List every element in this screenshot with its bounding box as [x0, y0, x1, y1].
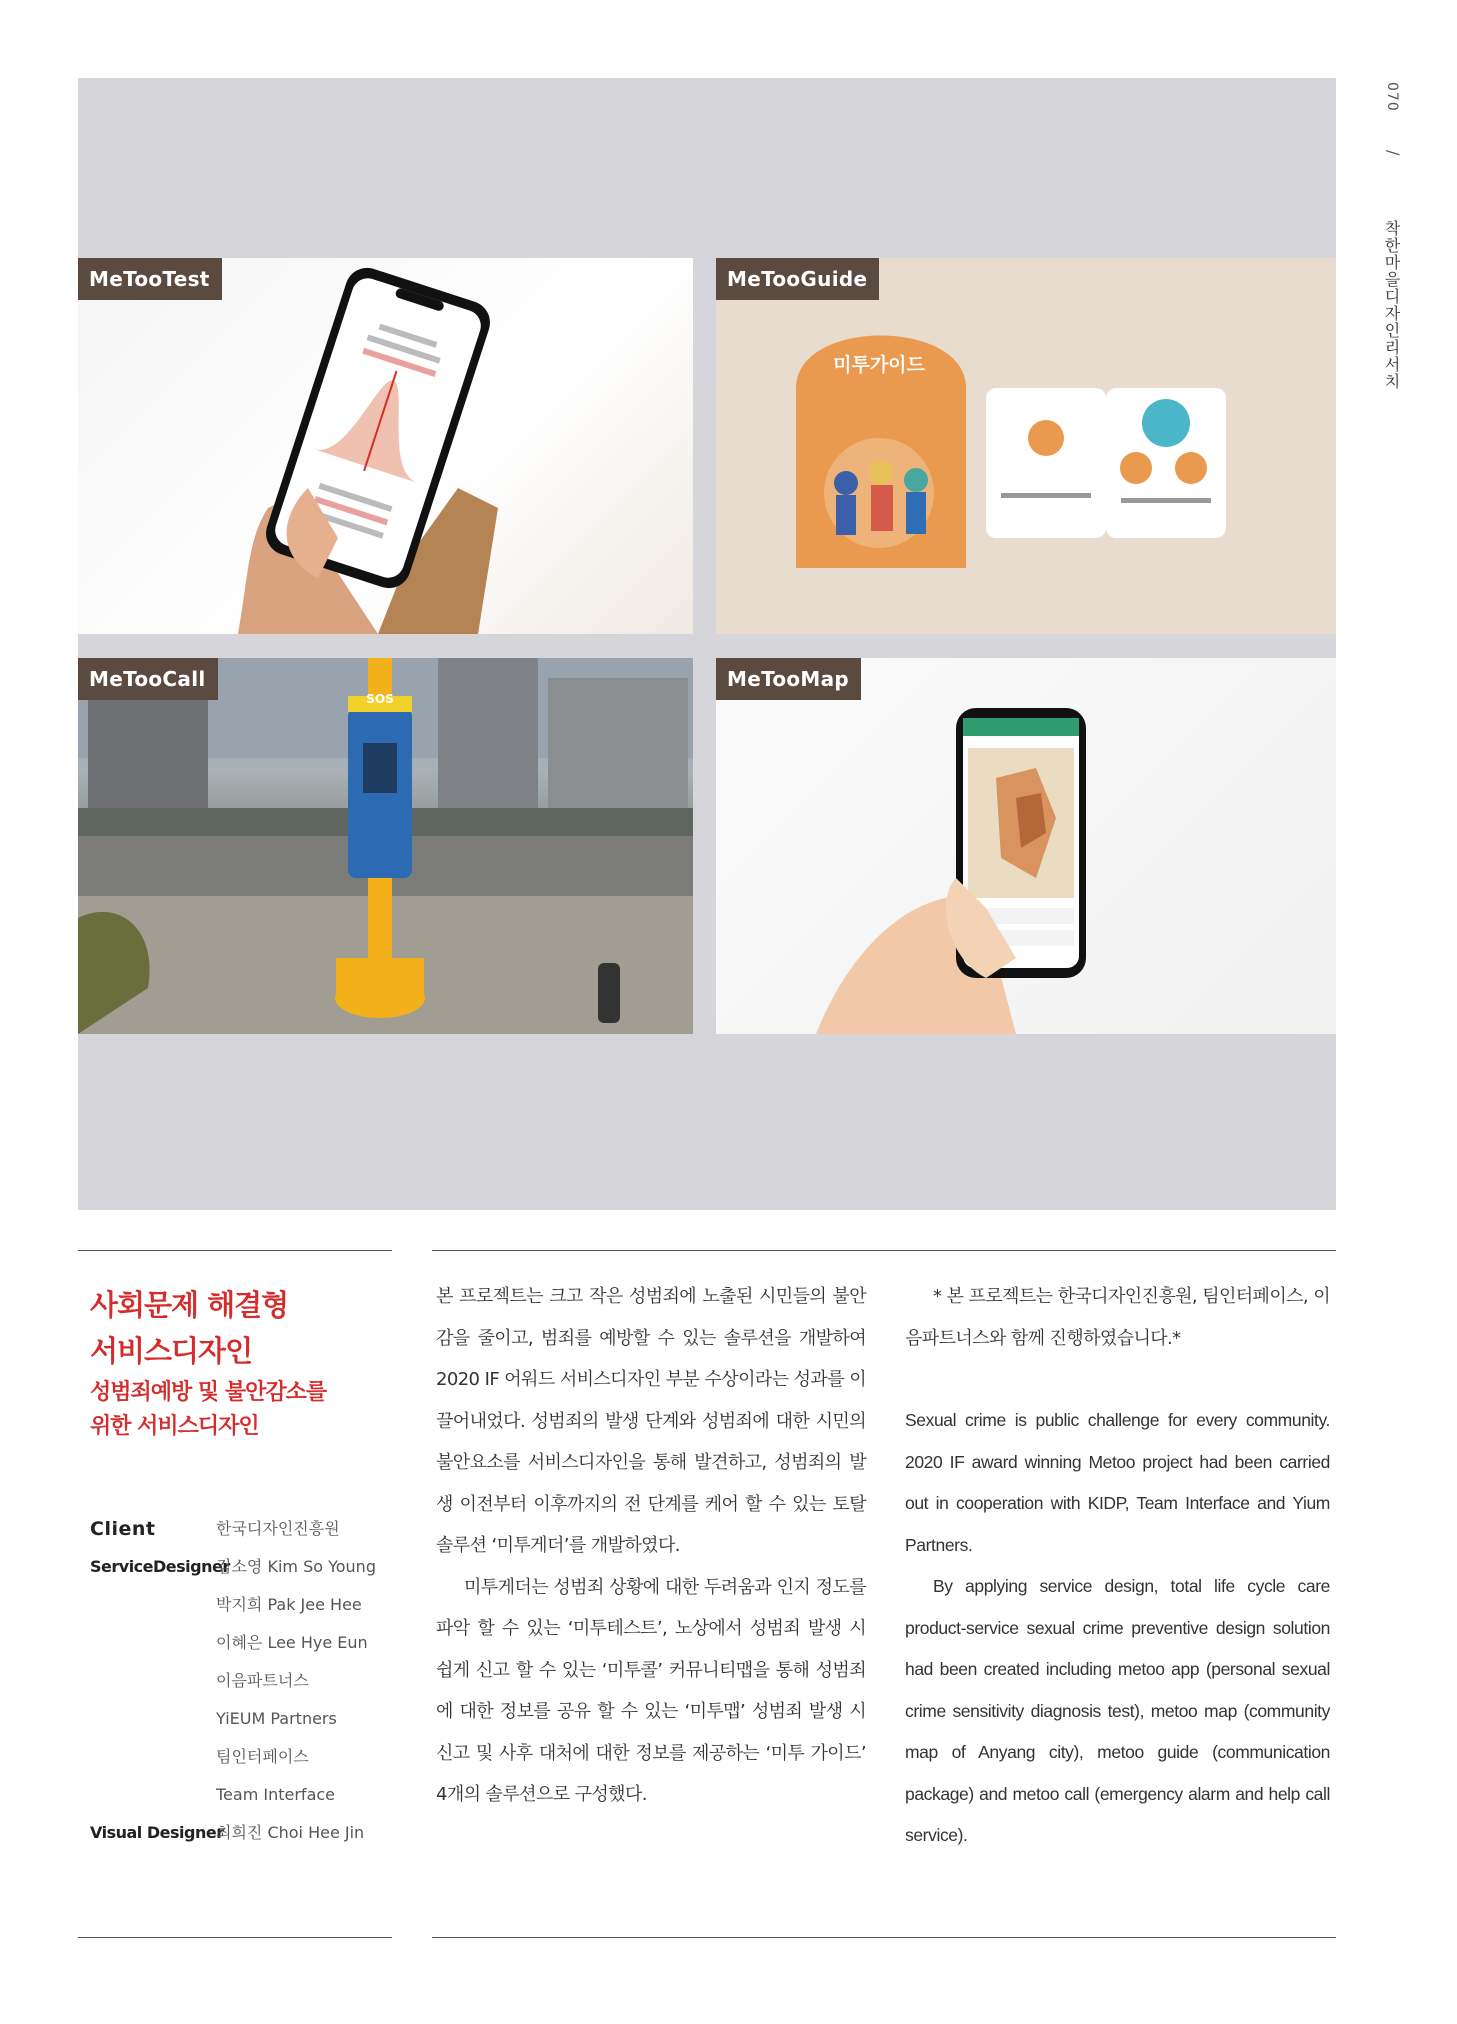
credit-value: YiEUM Partners — [216, 1709, 337, 1728]
credit-value: 팀인터페이스 — [216, 1747, 309, 1766]
guide-book-title: 미투가이드 — [833, 354, 925, 376]
credit-value: 이음파트너스 — [216, 1671, 309, 1690]
bottom-rule-right — [432, 1937, 1336, 1938]
metoo-map-photo — [716, 658, 1336, 1034]
photo-tag: MeTooGuide — [716, 258, 879, 300]
map-app-illustration — [716, 658, 1336, 1034]
metoo-guide-photo — [716, 258, 1336, 634]
photo-panel — [78, 78, 1336, 1210]
credit-row — [90, 1662, 390, 1700]
article-subtitle — [90, 1376, 326, 1444]
title-line-2: 서비스디자인 — [90, 1334, 253, 1368]
credit-value: 이혜은 Lee Hye Eun — [216, 1633, 368, 1652]
english-paragraph-2: By applying service design, total life cycle care product-service sexual crime preventive design solution had been created including metoo app (personal sexual crime sensitivity diagnosis test), metoo map (community map of Anyang city), metoo guide (communication package) and metoo call (emergency alarm and help call service). — [905, 1576, 1330, 1845]
body-korean — [436, 1276, 866, 1816]
credit-row — [90, 1510, 390, 1548]
credit-row — [90, 1548, 390, 1586]
credit-row — [90, 1586, 390, 1624]
title-line-1: 사회문제 해결형 — [90, 1288, 289, 1322]
credit-label: ServiceDesigner — [90, 1557, 230, 1576]
guide-book-illustration — [716, 258, 1336, 634]
bottom-rule-left — [78, 1937, 392, 1938]
credit-value: 박지희 Pak Jee Hee — [216, 1595, 362, 1614]
project-note: * 본 프로젝트는 한국디자인진흥원, 팀인터페이스, 이음파트너스와 함께 진행하였습니다.* — [905, 1286, 1330, 1349]
body-english — [905, 1276, 1330, 1857]
photo-tag: MeTooTest — [78, 258, 222, 300]
credit-row — [90, 1776, 390, 1814]
photo-tag: MeTooCall — [78, 658, 218, 700]
credit-row — [90, 1738, 390, 1776]
running-title: 착한마을디자인리서치 — [1382, 220, 1401, 390]
english-paragraph-1: Sexual crime is public challenge for every community. 2020 IF award winning Metoo project had been carried out in cooperation with KIDP, Team Interface and Yium Partners. — [905, 1410, 1330, 1555]
top-rule-left — [78, 1250, 392, 1251]
subtitle-line-1: 성범죄예방 및 불안감소를 — [90, 1380, 327, 1405]
credit-label: Client — [90, 1518, 156, 1540]
credit-row — [90, 1814, 390, 1852]
metoo-test-photo — [78, 258, 693, 634]
body-paragraph-2: 미투게더는 성범죄 상황에 대한 두려움과 인지 정도를 파악 할 수 있는 ‘미투테스트’, 노상에서 성범죄 발생 시 쉽게 신고 할 수 있는 ‘미투콜’ 커뮤니티맵을 통해 성범죄에 대한 정보를 공유 할 수 있는 ‘미투맵’ 성범죄 발생 시 신고 및 사후 대처에 대한 정보를 제공하는 ‘미투 가이드’ 4개의 솔루션으로 구성했다. — [436, 1576, 866, 1805]
street-call-box-illustration — [78, 658, 693, 1034]
metoo-call-photo — [78, 658, 693, 1034]
top-rule-right — [432, 1250, 1336, 1251]
sos-label: SOS — [366, 692, 394, 706]
body-paragraph-1: 본 프로젝트는 크고 작은 성범죄에 노출된 시민들의 불안감을 줄이고, 범죄를 예방할 수 있는 솔루션을 개발하여 2020 IF 어워드 서비스디자인 부분 수상이라는 성과를 이끌어내었다. 성범죄의 발생 단계와 성범죄에 대한 시민의 불안요소를 서비스디자인을 통해 발견하고, 성범죄의 발생 이전부터 이후까지의 전 단계를 케어 할 수 있는 토탈 솔루션 ‘미투게더’를 개발하였다. — [436, 1286, 866, 1556]
page-number: 070 — [1384, 82, 1400, 112]
credit-label: Visual Designer — [90, 1823, 224, 1842]
credit-row — [90, 1700, 390, 1738]
article-title — [90, 1282, 288, 1374]
photo-tag: MeTooMap — [716, 658, 861, 700]
sidebar-separator: / — [1384, 150, 1403, 156]
credit-value: 최희진 Choi Hee Jin — [216, 1823, 365, 1842]
subtitle-line-2: 위한 서비스디자인 — [90, 1414, 259, 1439]
spacer — [905, 1359, 1330, 1400]
credit-row — [90, 1624, 390, 1662]
credit-value: Team Interface — [216, 1785, 336, 1804]
phone-in-hand-illustration — [78, 258, 693, 634]
credit-value: 김소영 Kim So Young — [216, 1557, 376, 1576]
credit-value: 한국디자인진흥원 — [216, 1519, 340, 1538]
credits-list — [90, 1510, 390, 1852]
